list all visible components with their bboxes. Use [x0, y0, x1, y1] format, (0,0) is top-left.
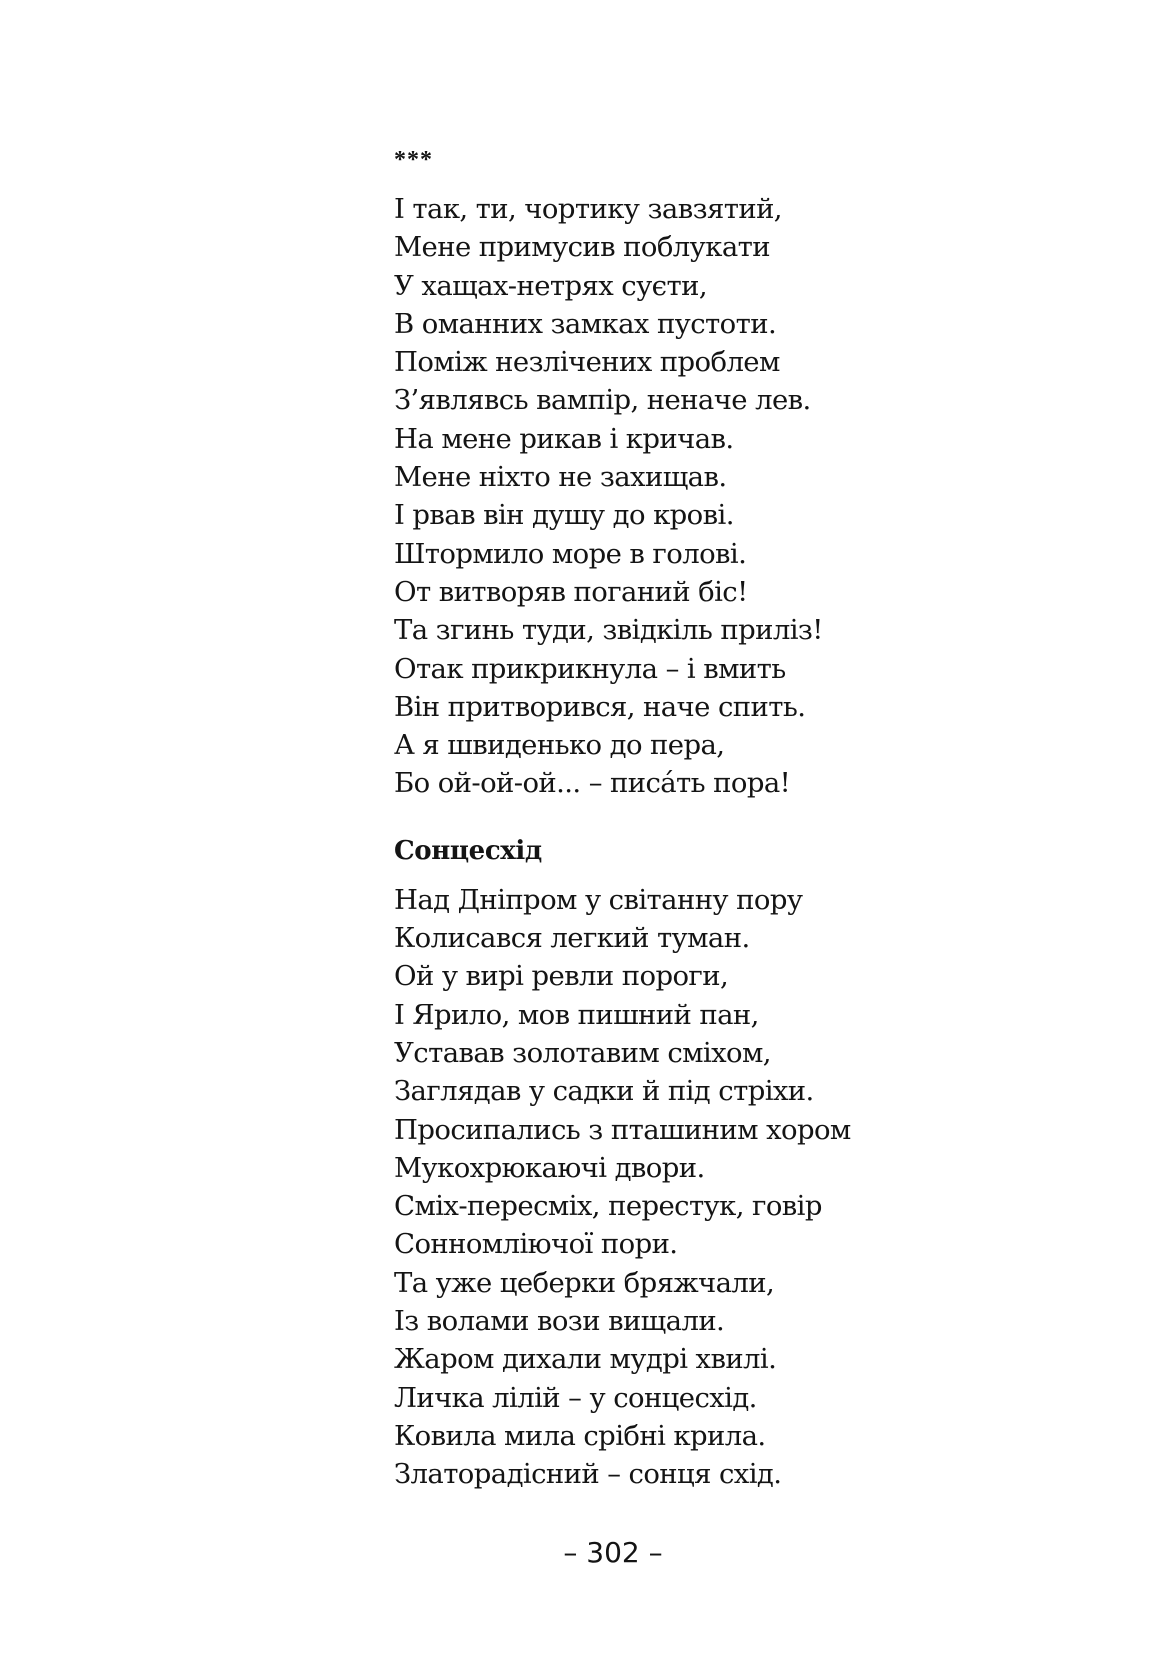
poem-line: Колисався легкий туман. [394, 922, 750, 955]
poem-line: Штормило море в голові. [394, 537, 747, 570]
poem-line: І так, ти, чортику завзятий, [394, 193, 782, 225]
poem-line: Бо ой-ой-ой... – писа́ть пора! [394, 767, 791, 800]
poem-line: У хащах-нетрях суєти, [394, 269, 707, 302]
poem-line: Личка лілій – у сонцесхід. [394, 1381, 757, 1414]
poem-line: Жаром дихали мудрі хвилі. [394, 1343, 777, 1376]
poem-line: Ковила мила срібні крила. [394, 1419, 766, 1452]
page-content [394, 148, 1094, 1494]
poem-separator: *** [394, 147, 433, 173]
poem-line: Над Дніпром у світанну пору [394, 883, 803, 916]
poem-line: Він притворився, наче спить. [394, 690, 806, 723]
poem-line: А я швиденько до пера, [394, 729, 725, 762]
poem-line: Поміж незлічених проблем [394, 346, 780, 379]
poem-untitled [394, 190, 1094, 803]
poem-line: Та згинь туди, звідкіль приліз! [394, 614, 823, 647]
poem-line: Мене примусив поблукати [394, 231, 770, 264]
poem-line: Мукохрюкаючі двори. [394, 1151, 705, 1184]
poem-line: Ой у вирі ревли пороги, [394, 960, 729, 993]
poem-line: Із волами вози вищали. [394, 1305, 725, 1338]
poem-line: З’являвсь вампір, неначе лев. [394, 384, 811, 417]
poem-line: Отак прикрикнула – і вмить [394, 652, 786, 685]
poem-line: І Ярило, мов пишний пан, [394, 998, 759, 1031]
poem-line: І рвав він душу до крові. [394, 499, 734, 532]
poem-line: Сміх-пересміх, перестук, говір [394, 1190, 822, 1223]
poem-line: Сонномліючої пори. [394, 1228, 678, 1261]
poem-line: Просипались з пташиним хором [394, 1113, 851, 1146]
poem-line: Заглядав у садки й під стріхи. [394, 1075, 814, 1108]
poem-line: В оманних замках пустоти. [394, 307, 777, 340]
poem-sonceskhid [394, 881, 1094, 1494]
poem-line: На мене рикав і кричав. [394, 422, 734, 455]
poem-title: Сонцесхід [394, 835, 542, 866]
poem-line: Мене ніхто не захищав. [394, 461, 727, 494]
poem-line: Уставав золотавим сміхом, [394, 1036, 771, 1069]
poem-line: Златорадісний – сонця схід. [394, 1458, 782, 1491]
poem-line: Та уже цеберки бряжчали, [394, 1266, 775, 1299]
poem-line: От витворяв поганий біс! [394, 575, 748, 608]
page-number: – 302 – [563, 1536, 663, 1569]
